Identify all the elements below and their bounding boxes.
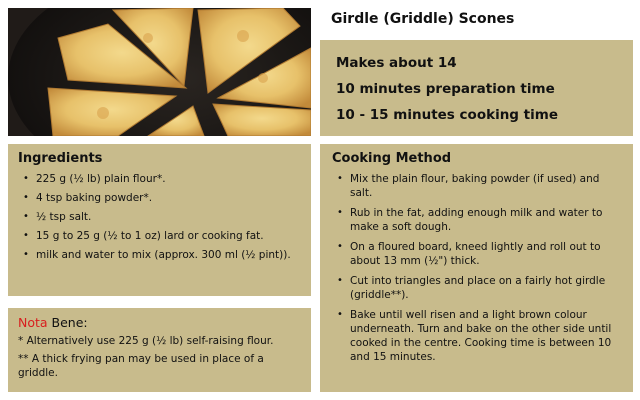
method-step: • Bake until well risen and a light brown colour underneath. Turn and bake on the other side until cooked in the centre. Cooking time is between 10 and 15 minutes. [332, 308, 625, 364]
scones-photo [8, 8, 311, 136]
ingredient-item: • 225 g (½ lb) plain flour*. [18, 172, 303, 186]
cook-time-text: 10 - 15 minutes cooking time [336, 107, 558, 123]
nota-bene-heading [18, 315, 303, 330]
recipe-title: Girdle (Griddle) Scones [331, 11, 515, 27]
ingredient-item: • ½ tsp salt. [18, 210, 303, 224]
bene-text: Bene: [47, 315, 88, 330]
nota-note: * Alternatively use 225 g (½ lb) self-raising flour. [18, 335, 274, 347]
makes-text: Makes about 14 [336, 55, 457, 71]
ingredient-item: • 15 g to 25 g (½ to 1 oz) lard or cooking fat. [18, 229, 303, 243]
cooking-method-panel [320, 144, 633, 392]
summary-panel [320, 40, 633, 136]
ingredient-item: • milk and water to mix (approx. 300 ml (½ pint)). [18, 248, 303, 262]
nota-note: ** A thick frying pan may be used in place of a griddle. [18, 353, 264, 379]
ingredients-list [18, 172, 303, 262]
method-step: • Cut into triangles and place on a fairly hot girdle (griddle**). [332, 274, 625, 302]
method-step: • Rub in the fat, adding enough milk and water to make a soft dough. [332, 206, 625, 234]
ingredients-panel [8, 144, 311, 296]
ingredient-item: • 4 tsp baking powder*. [18, 191, 303, 205]
method-steps-list [332, 172, 625, 364]
nota-red-text: Nota [18, 315, 48, 330]
ingredients-heading: Ingredients [18, 151, 103, 166]
method-step: • Mix the plain flour, baking powder (if used) and salt. [332, 172, 625, 200]
scones-on-griddle-image [8, 8, 311, 136]
method-step: • On a floured board, kneed lightly and roll out to about 13 mm (½") thick. [332, 240, 625, 268]
cooking-method-heading: Cooking Method [332, 151, 452, 166]
nota-bene-panel [8, 308, 311, 392]
prep-time-text: 10 minutes preparation time [336, 81, 555, 97]
